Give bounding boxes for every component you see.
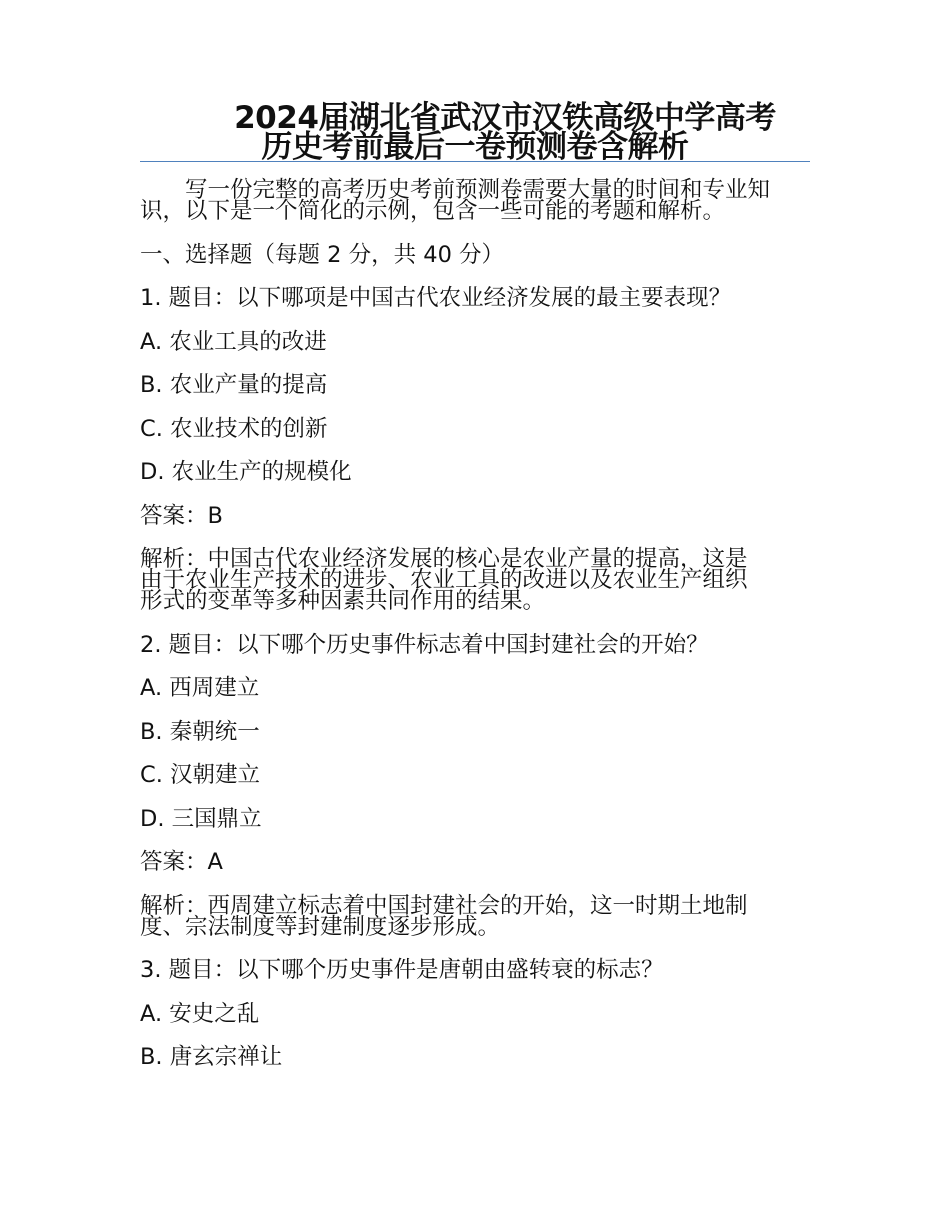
question-1: 1. 题目：以下哪项是中国古代农业经济发展的最主要表现？ bbox=[140, 285, 732, 311]
q1-analysis-line: 解析：中国古代农业经济发展的核心是农业产量的提高，这是 bbox=[140, 546, 748, 572]
q1-analysis-line: 形式的变革等多种因素共同作用的结果。 bbox=[140, 588, 546, 614]
question-2: 2. 题目：以下哪个历史事件标志着中国封建社会的开始？ bbox=[140, 631, 709, 658]
q1-option-a: A. 农业工具的改进 bbox=[140, 328, 327, 355]
q1-option-b: B. 农业产量的提高 bbox=[140, 372, 328, 398]
q2-analysis bbox=[140, 892, 812, 940]
q2-option-a: A. 西周建立 bbox=[140, 675, 260, 701]
q2-analysis-line: 解析：西周建立标志着中国封建社会的开始，这一时期土地制 bbox=[140, 892, 748, 919]
section-heading: 一、选择题（每题 2 分，共 40 分） bbox=[140, 241, 505, 268]
q1-option-c: C. 农业技术的创新 bbox=[140, 415, 328, 442]
document-body bbox=[140, 177, 812, 1070]
q2-answer: 答案：A bbox=[140, 849, 223, 875]
q1-analysis bbox=[140, 546, 812, 614]
q3-option-b: B. 唐玄宗禅让 bbox=[140, 1044, 283, 1070]
q3-option-a: A. 安史之乱 bbox=[140, 1000, 260, 1027]
q2-option-d: D. 三国鼎立 bbox=[140, 805, 262, 832]
q1-analysis-line: 由于农业生产技术的进步、农业工具的改进以及农业生产组织 bbox=[140, 567, 748, 593]
q2-analysis-line: 度、宗法制度等封建制度逐步形成。 bbox=[140, 913, 501, 940]
document-title bbox=[140, 100, 810, 165]
q2-option-b: B. 秦朝统一 bbox=[140, 718, 260, 745]
intro-paragraph: 写一份完整的高考历史考前预测卷需要大量的时间和专业知识，以下是一个简化的示例，包含一些可能的考题和解析。 bbox=[140, 177, 771, 224]
question-3: 3. 题目：以下哪个历史事件是唐朝由盛转衰的标志？ bbox=[140, 957, 664, 983]
q1-option-d: D. 农业生产的规模化 bbox=[140, 459, 352, 485]
title-line-2: 历史考前最后一卷预测卷含解析 bbox=[261, 129, 689, 165]
q1-answer: 答案：B bbox=[140, 502, 223, 529]
title-line-1: 2024届湖北省武汉市汉铁高级中学高考 bbox=[234, 100, 776, 136]
q2-option-c: C. 汉朝建立 bbox=[140, 762, 261, 788]
title-underline bbox=[140, 161, 810, 162]
